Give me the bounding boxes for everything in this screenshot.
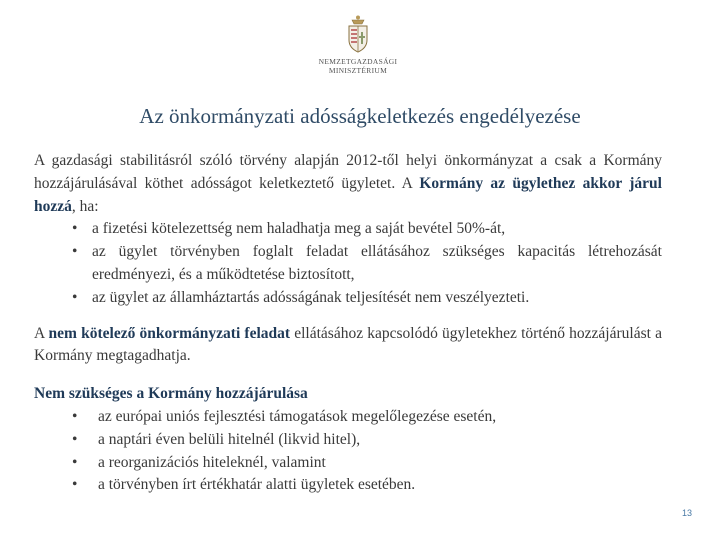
exemptions-list: [34, 406, 662, 497]
list-item-text: a reorganizációs hiteleknél, valamint: [98, 453, 326, 471]
list-item: [34, 287, 662, 310]
logo-line-2: MINISZTÉRIUM: [328, 66, 388, 75]
spacer: [34, 368, 662, 383]
paragraph-2-tail: ellátásához kapcsolódó ügyletekhez történő hozzájárulást a Kormány megtagadhatja.: [34, 324, 662, 365]
paragraph-1-bold: Kormány az ügylethez akkor járul hozzá: [34, 174, 662, 215]
bullet: •: [72, 220, 78, 238]
paragraph-2: [34, 323, 662, 369]
bullet: •: [72, 243, 78, 261]
paragraph-1-text: A gazdasági stabilitásról szóló törvény alapján 2012-től helyi önkormányzat a csak a Kormány hozzájárulásával köthet adósságot keletkeztető ügyletet. A: [34, 152, 662, 192]
bullet: •: [72, 407, 78, 425]
list-item: [34, 406, 662, 429]
coat-of-arms-icon: [343, 14, 373, 54]
bullet: •: [72, 476, 78, 494]
ministry-logo: [318, 14, 398, 75]
list-item: [34, 429, 662, 452]
bullet: •: [72, 288, 78, 306]
list-item: [34, 474, 662, 497]
logo-text: [318, 57, 398, 75]
paragraph-2-pre: A: [34, 324, 49, 342]
list-item-text: a fizetési kötelezettség nem haladhatja meg a saját bevétel 50%-át,: [92, 220, 506, 238]
conditions-list: [34, 218, 662, 309]
page-title: Az önkormányzati adósságkeletkezés engedélyezése: [139, 104, 581, 128]
paragraph-1-tail: , ha:: [71, 197, 99, 215]
spacer: [34, 310, 662, 323]
list-item-text: az ügylet törvényben foglalt feladat ellátásához szükséges kapacitás létrehozását eredményezi, és a működtetése biztosított,: [92, 243, 662, 283]
paragraph-1: [34, 150, 662, 218]
list-item-text: az európai uniós fejlesztési támogatások megelőlegezése esetén,: [98, 407, 497, 425]
paragraph-2-bold: nem kötelező önkormányzati feladat: [48, 324, 291, 342]
list-item-text: a törvényben írt értékhatár alatti ügyletek esetében.: [98, 476, 416, 494]
list-item: [34, 218, 662, 241]
list-item-text: az ügylet az államháztartás adósságának teljesítését nem veszélyezteti.: [92, 288, 530, 306]
bullet: •: [72, 453, 78, 471]
list-item: [34, 452, 662, 475]
paragraph-3-heading: Nem szükséges a Kormány hozzájárulása: [34, 385, 308, 403]
bullet: •: [72, 430, 78, 448]
page-number: 13: [681, 508, 692, 518]
list-item-text: a naptári éven belüli hitelnél (likvid hitel),: [98, 430, 361, 448]
list-item: [34, 241, 662, 287]
logo-line-1: NEMZETGAZDASÁGI: [318, 57, 398, 66]
slide-body: [34, 150, 662, 497]
